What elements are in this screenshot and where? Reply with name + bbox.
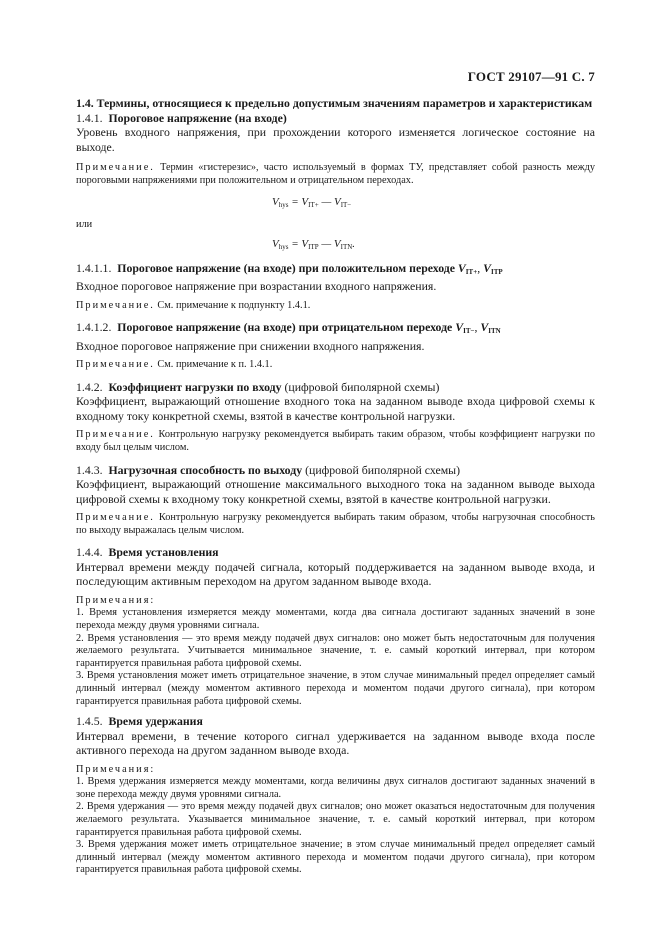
section-1-4-1-2-text: Входное пороговое напряжение при снижении входного напряжения. — [76, 338, 425, 353]
section-heading-1-4-5: 1.4.5. Время удержания — [76, 714, 203, 729]
note-1-4-2: Примечание. Контрольную нагрузку рекомендуется выбирать таким образом, чтобы коэффициент нагрузки по входу был целым числом. — [76, 429, 596, 454]
section-1-4-2-text: Коэффициент, выражающий отношение входного тока на заданном выводе входа цифровой схемы к входному току конкретной схемы, взятой в качестве контрольной нагрузки. — [76, 394, 595, 423]
section-heading-1-4-3: 1.4.3. Нагрузочная способность по выходу (цифровой биполярной схемы) — [76, 462, 461, 477]
section-1-4-4-text: Интервал времени между подачей сигнала, который поддерживается на заданном выводе входа, и последующим активным переходом на другом заданном выводе входа. — [76, 559, 595, 589]
note-1-4-1-1: Примечание. См. примечание к подпункту 1.4.1. — [76, 299, 311, 311]
note-1-4-5-item-1: 1. Время удержания измеряется между моментами, когда величины двух сигналов достигают заданных значений в зоне перехода между двумя уровнями сигнала. — [76, 776, 595, 800]
note-1-4-1-2: Примечание. См. примечание к п. 1.4.1. — [76, 359, 273, 371]
section-heading-1-4-1: 1.4.1. Пороговое напряжение (на входе) — [76, 110, 287, 125]
note-1-4-3: Примечание. Контрольную нагрузку рекомендуется выбирать таким образом, чтобы нагрузочная способность по выходу выражалась целым числом. — [76, 512, 595, 536]
section-heading-1-4-2: 1.4.2. Коэффициент нагрузки по входу (цифровой биполярной схемы) — [76, 379, 440, 394]
note-1-4-5-item-2: 2. Время удержания — это время между подачей двух сигналов; оно может оказаться недостаточным для получения желаемого результата. Указывается минимальное значение, т. е. самый короткий интервал, при котором гарантируется правильная работа цифровой схемы. — [76, 801, 595, 838]
note-1-4-4-item-1: 1. Время установления измеряется между моментами, когда два сигнала достигают заданных значений в зоне перехода между двумя уровнями сигнала. — [76, 607, 595, 632]
page-header: ГОСТ 29107—91 С. 7 — [467, 69, 595, 84]
or-label: или — [76, 218, 93, 230]
note-1-4-4-item-3: 3. Время установления может иметь отрицательное значение, в этом случае минимальный предел определяет самый длинный интервал (между моментом активного перехода и моментом подачи другого сигнала), при котором гарантируется правильная работа цифровой схемы. — [76, 670, 595, 707]
section-heading-1-4-4: 1.4.4. Время установления — [76, 545, 219, 560]
section-1-4-3-text: Коэффициент, выражающий отношение максимального выходного тока на заданном выводе выхода цифровой схемы к входному току конкретной схемы, взятой в качестве контрольной нагрузки. — [76, 477, 595, 506]
note-1-4-1: Примечание. Термин «гистерезис», часто используемый в формах ТУ, представляет собой разность между пороговыми напряжениями при положительном и отрицательном переходах. — [76, 162, 595, 186]
notes-label-1-4-4: Примечания: — [76, 594, 156, 606]
notes-label-1-4-5: Примечания: — [76, 763, 156, 775]
section-heading-1-4-1-2: 1.4.1.2. Пороговое напряжение (на входе) при отрицательном переходе $V_{IT-}$, $V_{ITN}$ — [76, 320, 501, 336]
document-body — [76, 96, 595, 877]
note-1-4-5-item-3: 3. Время удержания может иметь отрицательное значение; в этом случае минимальный предел определяет самый длинный интервал (между моментом активного перехода и моментом подачи другого сигнала), при котором гарантируется правильная работа цифровой схемы. — [76, 839, 595, 876]
section-heading-1-4-1-1: 1.4.1.1. Пороговое напряжение (на входе) при положительном переходе $V_{IT+}$, $V_{ITP}$ — [76, 260, 503, 276]
formula-hys-1: $V_{hys} = V_{IT+}$ — $V_{IT-}$ — [272, 196, 352, 210]
note-1-4-4-item-2: 2. Время установления — это время между подачей двух сигналов: оно может быть недостаточным для получения желаемого результата. Учитывается минимальное значение, т. е. самый короткий интервал, при котором гарантируется правильная работа цифровой схемы. — [76, 632, 595, 669]
section-1-4-1-1-text: Входное пороговое напряжение при возрастании входного напряжения. — [76, 279, 437, 294]
section-1-4-1-text: Уровень входного напряжения, при прохождении которого изменяется логическое состояние на выходе. — [76, 125, 595, 154]
section-1-4-5-text: Интервал времени, в течение которого сигнал удерживается на заданном выводе входа после активного перехода на другом заданном выводе входа. — [76, 728, 595, 758]
section-heading-1-4: 1.4. Термины, относящиеся к предельно допустимым значениям параметров и характеристикам — [76, 96, 593, 110]
formula-hys-2: $V_{hys} = V_{ITP}$ — $V_{ITN}$. — [272, 238, 356, 252]
